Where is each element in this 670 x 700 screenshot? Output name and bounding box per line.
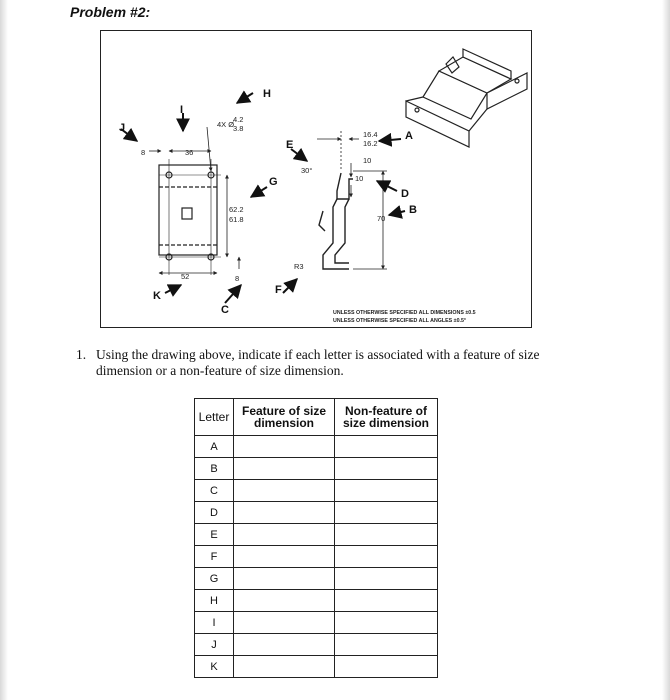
- fos-cell[interactable]: [234, 634, 335, 656]
- label-J: J: [119, 122, 126, 134]
- nfos-cell[interactable]: [335, 502, 438, 524]
- table-header-row: [195, 399, 438, 436]
- nfos-cell[interactable]: [335, 458, 438, 480]
- nfos-cell[interactable]: [335, 612, 438, 634]
- nfos-cell[interactable]: [335, 634, 438, 656]
- label-I: I: [180, 104, 184, 116]
- fos-cell[interactable]: [234, 480, 335, 502]
- answer-table: [194, 398, 438, 678]
- fos-cell[interactable]: [234, 590, 335, 612]
- header-letter: Letter: [195, 399, 234, 436]
- table-row: [195, 524, 438, 546]
- question-1: [76, 347, 556, 379]
- header-fos-line2: dimension: [253, 416, 314, 430]
- fos-cell[interactable]: [234, 524, 335, 546]
- fos-cell[interactable]: [234, 612, 335, 634]
- fos-cell[interactable]: [234, 546, 335, 568]
- nfos-cell[interactable]: [335, 524, 438, 546]
- fos-cell[interactable]: [234, 502, 335, 524]
- nfos-cell[interactable]: [335, 480, 438, 502]
- fos-cell[interactable]: [234, 568, 335, 590]
- label-E: E: [286, 139, 294, 151]
- table-row: [195, 458, 438, 480]
- question-text: Using the drawing above, indicate if each letter is associated with a feature of size dimension or a non-feature of size dimension.: [96, 347, 540, 378]
- page-edge-left: [0, 0, 8, 700]
- dim-70: 70: [377, 214, 386, 223]
- header-fos-line1: Feature of size: [241, 404, 327, 418]
- row-letter: H: [195, 590, 234, 612]
- label-C: C: [221, 304, 229, 316]
- label-D: D: [401, 188, 409, 200]
- label-H: H: [263, 88, 271, 100]
- header-nfos-line2: size dimension: [342, 416, 430, 430]
- note-angles: UNLESS OTHERWISE SPECIFIED ALL ANGLES ±0.5°: [333, 318, 467, 324]
- header-non-feature-of-size: [335, 399, 438, 436]
- row-letter: I: [195, 612, 234, 634]
- nfos-cell[interactable]: [335, 590, 438, 612]
- side-view: [319, 173, 353, 269]
- dim-30-deg: 30°: [301, 166, 313, 175]
- dim-16-4: 16.4: [363, 130, 378, 139]
- row-letter: C: [195, 480, 234, 502]
- table-row: [195, 612, 438, 634]
- table-row: [195, 502, 438, 524]
- table-row: [195, 480, 438, 502]
- dim-hole-upper: 4.2: [233, 115, 244, 124]
- row-letter: J: [195, 634, 234, 656]
- fos-cell[interactable]: [234, 458, 335, 480]
- isometric-view: [406, 49, 527, 147]
- label-B: B: [409, 204, 417, 216]
- dim-hole-prefix: 4X Ø: [217, 120, 235, 129]
- table-row: [195, 634, 438, 656]
- nfos-cell[interactable]: [335, 568, 438, 590]
- dim-36: 36: [185, 148, 194, 157]
- header-feature-of-size: [234, 399, 335, 436]
- dim-16-2: 16.2: [363, 139, 378, 148]
- row-letter: D: [195, 502, 234, 524]
- table-row: [195, 436, 438, 458]
- header-nfos-line1: Non-feature of: [345, 404, 427, 418]
- question-number: 1.: [76, 347, 87, 362]
- dim-52: 52: [181, 272, 190, 281]
- dim-62-2: 62.2: [229, 205, 244, 214]
- table-row: [195, 546, 438, 568]
- row-letter: A: [195, 436, 234, 458]
- row-letter: B: [195, 458, 234, 480]
- row-letter: F: [195, 546, 234, 568]
- fos-cell[interactable]: [234, 656, 335, 678]
- nfos-cell[interactable]: [335, 656, 438, 678]
- note-dimensions: UNLESS OTHERWISE SPECIFIED ALL DIMENSIONS ±0.5: [333, 310, 476, 316]
- label-K: K: [153, 290, 161, 302]
- dim-8-left: 8: [141, 148, 146, 157]
- dim-10-b: 10: [363, 156, 372, 165]
- table-row: [195, 568, 438, 590]
- nfos-cell[interactable]: [335, 546, 438, 568]
- table-row: [195, 656, 438, 678]
- label-G: G: [269, 176, 278, 188]
- fos-cell[interactable]: [234, 436, 335, 458]
- engineering-drawing: [100, 30, 532, 328]
- dim-hole-lower: 3.8: [233, 124, 244, 133]
- label-F: F: [275, 284, 282, 296]
- row-letter: E: [195, 524, 234, 546]
- dim-10-a: 10: [355, 174, 364, 183]
- table-row: [195, 590, 438, 612]
- row-letter: K: [195, 656, 234, 678]
- front-view: [159, 159, 221, 275]
- dim-R3: R3: [294, 262, 304, 271]
- problem-title: Problem #2:: [70, 4, 151, 20]
- nfos-cell[interactable]: [335, 436, 438, 458]
- label-A: A: [405, 130, 413, 142]
- row-letter: G: [195, 568, 234, 590]
- dim-8-bottom: 8: [235, 274, 240, 283]
- page-edge-right: [662, 0, 670, 700]
- dim-61-8: 61.8: [229, 215, 244, 224]
